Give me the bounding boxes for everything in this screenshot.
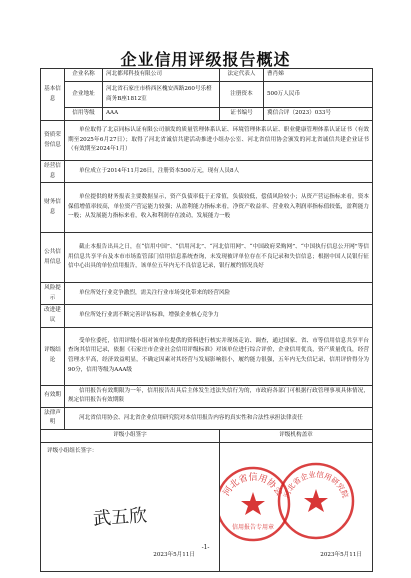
conclusion-text: 受单位委托，信用评级小组对该单位提供的资料进行核实并现场走访、调查，通过国家、省、市等信用信息共享平台查询其信用记录，依据《石家庄市企业社会信用评级标准》对该单位进行综合评价，企业信用优良，资产质量优良，经营管理水平高，经济效益明显，不确定因素对其经营与发展影响很小，履约能力很强，五年内无失信记录，信用评价得分为90分，信用等级为AAA级 [65,327,373,385]
operation-text: 单位成立于2014年11月26日，注册资本500万元，现有人员8人 [65,161,373,183]
validity-label: 有效期 [41,385,65,407]
address-label: 企业地址 [65,82,103,108]
agency-stamp-date: 2023年5月11日 [320,551,362,558]
agency-stamp-cell [220,442,373,571]
basic-section-label: 基本信息 [41,69,65,121]
institute-stamp [276,461,356,541]
svg-text:武五欣: 武五欣 [92,504,148,530]
report-table [40,68,373,572]
public-credit-text: 截止本报告出具之日，在“信用中国”、“信用河北”、“河北信用网”、“中国政府采购网”、“中国执行信息公开网”等信用信息共享平台及本市市场监管部门信用信息系统查询，未发现被评单位存在不良记录和失信信息；根据中国人民银行征信中心出具的单位信用报告，该单位五年内无不良信息记录，银行履约情况良好 [65,233,373,283]
address-value: 河北省石家庄市桥西区槐安西路260号乐橙商务B座1812室 [103,82,220,108]
report-title: 企业信用评级报告概述 [120,50,291,69]
legal-rep-label: 法定代表人 [220,69,264,82]
conclusion-label: 评级结论 [41,327,65,385]
risk-text: 单位所处行业竞争激烈，需关注行业市场变化带来的经营风险 [65,283,373,305]
cert-no-value: 冀信合评（2023）033号 [264,108,373,121]
svg-text:河北省企业信用研究院: 河北省企业信用研究院 [281,469,351,499]
team-signature-header: 评级小组签字 [41,429,220,442]
company-name-label: 企业名称 [65,69,103,82]
qualification-label: 资质荣誉信息 [41,121,65,161]
finance-label: 财务信息 [41,183,65,233]
risk-label: 风险提示 [41,283,65,305]
team-signature-cell [41,442,220,571]
statement-text: 河北省信用协会、河北省企业信用研究院对本信用报告内容的真实性和合法性承担法律责任 [65,407,373,429]
grade-value: AAA [103,108,220,121]
public-credit-label: 公共信用信息 [41,233,65,283]
agency-stamp-header: 评级机构盖章 [220,429,373,442]
svg-text:信用报告专用章: 信用报告专用章 [231,523,275,531]
capital-value: 500万人民币 [264,82,373,108]
capital-label: 注册资本 [220,82,264,108]
suggestion-label: 改进建议 [41,305,65,327]
team-signature-caption: 评级小组组长签字： [47,447,98,454]
team-signature-date: 2023年5月11日 [153,551,195,558]
qualification-text: 单位取得了北京同标认证有限公司颁发的质量管理体系认证、环境管理体系认证、职业健康管理体系认证证书（有效期至2025年6月27日）；取得了河北省诚信共建活动推进小组办公室、河北省信用协会颁发的河北省诚信共建企业证书（有效期至2024年1月） [65,121,373,161]
svg-text:河北省信用协会: 河北省信用协会 [221,472,285,498]
statement-label: 法律声明 [41,407,65,429]
cert-no-label: 证书编号 [220,108,264,121]
grade-label: 信用等级 [65,108,103,121]
validity-text: 信用报告有效期限为一年，信用报告出具后主体发生违法失信行为的，市政府各部门可根据行政管理事项具体情况，规定信用报告有效期限 [65,385,373,407]
operation-label: 经营信息 [41,161,65,183]
company-name-value: 河北都邦科技有限公司 [103,69,220,82]
legal-rep-value: 曹肖娣 [264,69,373,82]
handwritten-signature [91,501,161,531]
finance-text: 单位提供的财务报表主要数据显示，资产负债率低于正常值，负债较低，偿债风险较小；从资产营运指标来看，资本保值增值率较高，单位资产营运能力较强；从盈利能力指标来看，净资产收益率、营业收入利润率指标值较低，盈利能力一般；从发展能力指标来看，收入和利润存在波动，发展能力一般 [65,183,373,233]
suggestion-text: 单位所处行业需不断完善评估标准，增强企业核心竞争力 [65,305,373,327]
page-number: -1- [201,544,210,551]
